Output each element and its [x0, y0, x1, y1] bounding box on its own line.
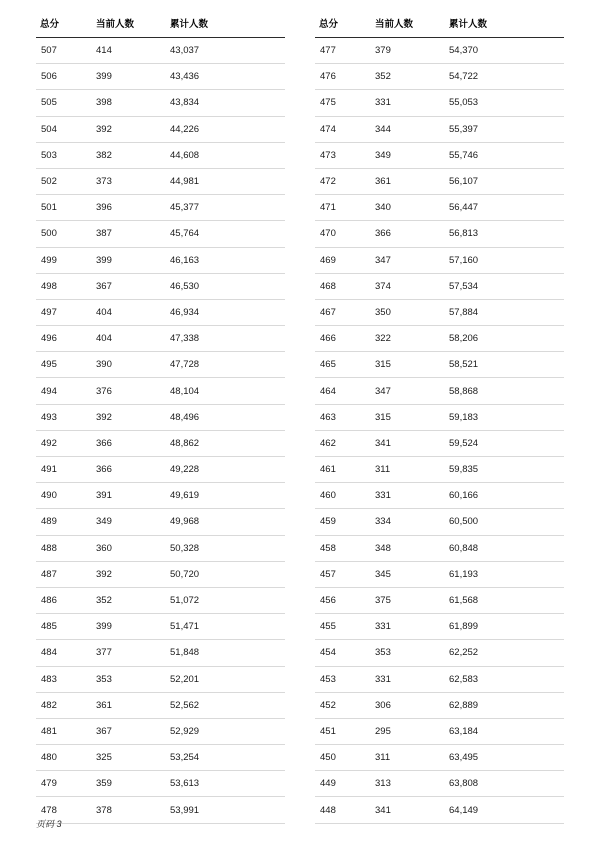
cell-current-count: 331	[375, 90, 449, 116]
cell-cumulative-count: 61,899	[449, 614, 564, 640]
cell-current-count: 366	[96, 457, 170, 483]
cell-cumulative-count: 60,166	[449, 483, 564, 509]
cell-total-score: 486	[36, 587, 96, 613]
table-row	[36, 509, 285, 535]
table-row	[36, 797, 285, 823]
cell-current-count: 331	[375, 614, 449, 640]
table-header-left	[36, 16, 285, 38]
cell-total-score: 460	[315, 483, 375, 509]
cell-cumulative-count: 50,720	[170, 561, 285, 587]
table-header-row	[315, 16, 564, 38]
cell-cumulative-count: 58,206	[449, 326, 564, 352]
cell-current-count: 347	[375, 247, 449, 273]
cell-current-count: 311	[375, 457, 449, 483]
cell-current-count: 361	[375, 168, 449, 194]
cell-current-count: 404	[96, 326, 170, 352]
cell-total-score: 456	[315, 587, 375, 613]
cell-cumulative-count: 64,149	[449, 797, 564, 823]
cell-current-count: 366	[375, 221, 449, 247]
cell-total-score: 505	[36, 90, 96, 116]
table-row	[315, 404, 564, 430]
table-row	[315, 745, 564, 771]
table-row	[315, 797, 564, 823]
cell-current-count: 366	[96, 430, 170, 456]
cell-current-count: 367	[96, 718, 170, 744]
cell-total-score: 453	[315, 666, 375, 692]
cell-cumulative-count: 52,201	[170, 666, 285, 692]
cell-cumulative-count: 44,226	[170, 116, 285, 142]
table-row	[315, 587, 564, 613]
cell-total-score: 504	[36, 116, 96, 142]
score-table-right	[315, 16, 564, 824]
table-row	[36, 378, 285, 404]
cell-total-score: 480	[36, 745, 96, 771]
cell-current-count: 399	[96, 614, 170, 640]
cell-cumulative-count: 48,104	[170, 378, 285, 404]
cell-current-count: 306	[375, 692, 449, 718]
table-row	[315, 509, 564, 535]
cell-total-score: 481	[36, 718, 96, 744]
cell-total-score: 477	[315, 38, 375, 64]
cell-cumulative-count: 46,530	[170, 273, 285, 299]
cell-total-score: 468	[315, 273, 375, 299]
table-row	[36, 745, 285, 771]
table-row	[36, 168, 285, 194]
cell-cumulative-count: 45,377	[170, 195, 285, 221]
cell-current-count: 391	[96, 483, 170, 509]
column-header-total-score: 总分	[36, 16, 96, 38]
cell-total-score: 497	[36, 299, 96, 325]
table-row	[315, 38, 564, 64]
table-row	[36, 692, 285, 718]
cell-total-score: 503	[36, 142, 96, 168]
table-body-left	[36, 38, 285, 824]
cell-cumulative-count: 56,447	[449, 195, 564, 221]
cell-total-score: 493	[36, 404, 96, 430]
cell-total-score: 507	[36, 38, 96, 64]
table-row	[315, 457, 564, 483]
cell-total-score: 485	[36, 614, 96, 640]
cell-total-score: 465	[315, 352, 375, 378]
cell-current-count: 348	[375, 535, 449, 561]
table-row	[315, 771, 564, 797]
cell-current-count: 392	[96, 404, 170, 430]
table-row	[36, 483, 285, 509]
cell-cumulative-count: 60,500	[449, 509, 564, 535]
cell-total-score: 469	[315, 247, 375, 273]
cell-current-count: 352	[375, 64, 449, 90]
cell-total-score: 487	[36, 561, 96, 587]
table-row	[36, 38, 285, 64]
cell-cumulative-count: 59,183	[449, 404, 564, 430]
cell-current-count: 373	[96, 168, 170, 194]
cell-cumulative-count: 47,728	[170, 352, 285, 378]
cell-current-count: 315	[375, 404, 449, 430]
table-row	[315, 247, 564, 273]
cell-cumulative-count: 47,338	[170, 326, 285, 352]
cell-cumulative-count: 53,254	[170, 745, 285, 771]
cell-cumulative-count: 54,722	[449, 64, 564, 90]
cell-cumulative-count: 58,521	[449, 352, 564, 378]
cell-cumulative-count: 58,868	[449, 378, 564, 404]
table-row	[315, 195, 564, 221]
table-row	[315, 116, 564, 142]
cell-current-count: 352	[96, 587, 170, 613]
table-row	[36, 587, 285, 613]
cell-current-count: 377	[96, 640, 170, 666]
cell-current-count: 334	[375, 509, 449, 535]
table-row	[315, 378, 564, 404]
cell-total-score: 454	[315, 640, 375, 666]
cell-cumulative-count: 57,160	[449, 247, 564, 273]
cell-cumulative-count: 57,884	[449, 299, 564, 325]
cell-cumulative-count: 60,848	[449, 535, 564, 561]
cell-cumulative-count: 48,862	[170, 430, 285, 456]
cell-current-count: 360	[96, 535, 170, 561]
table-body-right	[315, 38, 564, 824]
cell-total-score: 499	[36, 247, 96, 273]
cell-current-count: 376	[96, 378, 170, 404]
cell-total-score: 451	[315, 718, 375, 744]
cell-total-score: 483	[36, 666, 96, 692]
cell-current-count: 367	[96, 273, 170, 299]
table-row	[315, 326, 564, 352]
cell-total-score: 498	[36, 273, 96, 299]
table-row	[315, 299, 564, 325]
table-row	[315, 535, 564, 561]
cell-total-score: 464	[315, 378, 375, 404]
table-row	[315, 430, 564, 456]
column-header-current-count: 当前人数	[96, 16, 170, 38]
cell-current-count: 349	[96, 509, 170, 535]
cell-cumulative-count: 63,495	[449, 745, 564, 771]
table-row	[36, 640, 285, 666]
cell-current-count: 350	[375, 299, 449, 325]
cell-cumulative-count: 44,608	[170, 142, 285, 168]
cell-current-count: 341	[375, 430, 449, 456]
table-row	[315, 64, 564, 90]
cell-total-score: 488	[36, 535, 96, 561]
column-header-total-score: 总分	[315, 16, 375, 38]
table-header-row	[36, 16, 285, 38]
cell-cumulative-count: 43,037	[170, 38, 285, 64]
cell-total-score: 450	[315, 745, 375, 771]
table-row	[36, 273, 285, 299]
cell-total-score: 495	[36, 352, 96, 378]
cell-cumulative-count: 56,107	[449, 168, 564, 194]
cell-cumulative-count: 48,496	[170, 404, 285, 430]
cell-total-score: 496	[36, 326, 96, 352]
cell-cumulative-count: 50,328	[170, 535, 285, 561]
cell-cumulative-count: 59,835	[449, 457, 564, 483]
cell-total-score: 473	[315, 142, 375, 168]
cell-cumulative-count: 49,228	[170, 457, 285, 483]
table-row	[36, 116, 285, 142]
cell-total-score: 490	[36, 483, 96, 509]
cell-total-score: 478	[36, 797, 96, 823]
table-row	[315, 221, 564, 247]
table-row	[36, 718, 285, 744]
cell-total-score: 458	[315, 535, 375, 561]
cell-total-score: 461	[315, 457, 375, 483]
table-row	[36, 64, 285, 90]
table-row	[315, 666, 564, 692]
cell-total-score: 452	[315, 692, 375, 718]
cell-cumulative-count: 59,524	[449, 430, 564, 456]
cell-current-count: 414	[96, 38, 170, 64]
cell-cumulative-count: 52,929	[170, 718, 285, 744]
table-row	[36, 457, 285, 483]
table-row	[36, 90, 285, 116]
cell-cumulative-count: 63,184	[449, 718, 564, 744]
table-row	[36, 430, 285, 456]
cell-current-count: 345	[375, 561, 449, 587]
table-row	[315, 483, 564, 509]
score-distribution-tables	[36, 16, 564, 824]
cell-cumulative-count: 62,583	[449, 666, 564, 692]
cell-current-count: 396	[96, 195, 170, 221]
cell-total-score: 479	[36, 771, 96, 797]
cell-current-count: 331	[375, 666, 449, 692]
page-number-footer: 页码 3	[36, 819, 62, 829]
cell-total-score: 457	[315, 561, 375, 587]
cell-total-score: 474	[315, 116, 375, 142]
cell-total-score: 494	[36, 378, 96, 404]
cell-total-score: 484	[36, 640, 96, 666]
cell-cumulative-count: 61,193	[449, 561, 564, 587]
cell-current-count: 315	[375, 352, 449, 378]
cell-current-count: 390	[96, 352, 170, 378]
table-row	[315, 90, 564, 116]
cell-total-score: 463	[315, 404, 375, 430]
cell-cumulative-count: 61,568	[449, 587, 564, 613]
table-row	[315, 561, 564, 587]
table-row	[36, 299, 285, 325]
cell-current-count: 399	[96, 64, 170, 90]
cell-current-count: 313	[375, 771, 449, 797]
cell-cumulative-count: 52,562	[170, 692, 285, 718]
cell-current-count: 361	[96, 692, 170, 718]
cell-cumulative-count: 51,072	[170, 587, 285, 613]
cell-current-count: 382	[96, 142, 170, 168]
cell-cumulative-count: 46,163	[170, 247, 285, 273]
cell-cumulative-count: 53,613	[170, 771, 285, 797]
cell-total-score: 448	[315, 797, 375, 823]
cell-total-score: 501	[36, 195, 96, 221]
table-row	[36, 535, 285, 561]
cell-current-count: 375	[375, 587, 449, 613]
cell-current-count: 404	[96, 299, 170, 325]
table-row	[36, 326, 285, 352]
cell-current-count: 347	[375, 378, 449, 404]
cell-cumulative-count: 62,252	[449, 640, 564, 666]
cell-cumulative-count: 45,764	[170, 221, 285, 247]
cell-cumulative-count: 49,619	[170, 483, 285, 509]
cell-total-score: 449	[315, 771, 375, 797]
cell-cumulative-count: 55,746	[449, 142, 564, 168]
cell-current-count: 378	[96, 797, 170, 823]
table-row	[36, 221, 285, 247]
table-row	[315, 614, 564, 640]
cell-current-count: 325	[96, 745, 170, 771]
table-header-right	[315, 16, 564, 38]
cell-total-score: 462	[315, 430, 375, 456]
cell-cumulative-count: 62,889	[449, 692, 564, 718]
cell-total-score: 500	[36, 221, 96, 247]
cell-total-score: 467	[315, 299, 375, 325]
score-table-left	[36, 16, 285, 824]
cell-current-count: 331	[375, 483, 449, 509]
table-row	[36, 561, 285, 587]
table-row	[36, 195, 285, 221]
cell-current-count: 392	[96, 116, 170, 142]
table-row	[315, 273, 564, 299]
table-row	[315, 142, 564, 168]
cell-cumulative-count: 49,968	[170, 509, 285, 535]
cell-current-count: 322	[375, 326, 449, 352]
cell-current-count: 341	[375, 797, 449, 823]
table-row	[36, 614, 285, 640]
cell-cumulative-count: 54,370	[449, 38, 564, 64]
cell-current-count: 349	[375, 142, 449, 168]
cell-current-count: 295	[375, 718, 449, 744]
cell-cumulative-count: 44,981	[170, 168, 285, 194]
table-row	[36, 142, 285, 168]
cell-current-count: 359	[96, 771, 170, 797]
column-header-current-count: 当前人数	[375, 16, 449, 38]
cell-current-count: 353	[375, 640, 449, 666]
table-row	[36, 666, 285, 692]
cell-current-count: 379	[375, 38, 449, 64]
cell-total-score: 482	[36, 692, 96, 718]
table-row	[36, 404, 285, 430]
cell-total-score: 455	[315, 614, 375, 640]
cell-total-score: 459	[315, 509, 375, 535]
table-row	[315, 718, 564, 744]
column-header-cumulative-count: 累计人数	[449, 16, 564, 38]
cell-current-count: 399	[96, 247, 170, 273]
cell-total-score: 476	[315, 64, 375, 90]
table-row	[36, 247, 285, 273]
cell-total-score: 470	[315, 221, 375, 247]
cell-total-score: 492	[36, 430, 96, 456]
table-row	[315, 168, 564, 194]
cell-current-count: 398	[96, 90, 170, 116]
cell-current-count: 353	[96, 666, 170, 692]
cell-cumulative-count: 43,436	[170, 64, 285, 90]
table-row	[315, 640, 564, 666]
cell-cumulative-count: 57,534	[449, 273, 564, 299]
cell-cumulative-count: 43,834	[170, 90, 285, 116]
cell-cumulative-count: 53,991	[170, 797, 285, 823]
cell-total-score: 475	[315, 90, 375, 116]
table-row	[315, 692, 564, 718]
cell-cumulative-count: 56,813	[449, 221, 564, 247]
table-row	[36, 352, 285, 378]
cell-current-count: 387	[96, 221, 170, 247]
cell-total-score: 466	[315, 326, 375, 352]
cell-total-score: 471	[315, 195, 375, 221]
cell-cumulative-count: 51,471	[170, 614, 285, 640]
cell-total-score: 502	[36, 168, 96, 194]
cell-total-score: 506	[36, 64, 96, 90]
cell-total-score: 491	[36, 457, 96, 483]
cell-cumulative-count: 63,808	[449, 771, 564, 797]
cell-current-count: 344	[375, 116, 449, 142]
cell-cumulative-count: 55,397	[449, 116, 564, 142]
cell-cumulative-count: 55,053	[449, 90, 564, 116]
cell-cumulative-count: 46,934	[170, 299, 285, 325]
cell-current-count: 311	[375, 745, 449, 771]
table-row	[36, 771, 285, 797]
cell-total-score: 489	[36, 509, 96, 535]
cell-current-count: 340	[375, 195, 449, 221]
column-header-cumulative-count: 累计人数	[170, 16, 285, 38]
table-row	[315, 352, 564, 378]
cell-cumulative-count: 51,848	[170, 640, 285, 666]
cell-current-count: 392	[96, 561, 170, 587]
cell-total-score: 472	[315, 168, 375, 194]
cell-current-count: 374	[375, 273, 449, 299]
